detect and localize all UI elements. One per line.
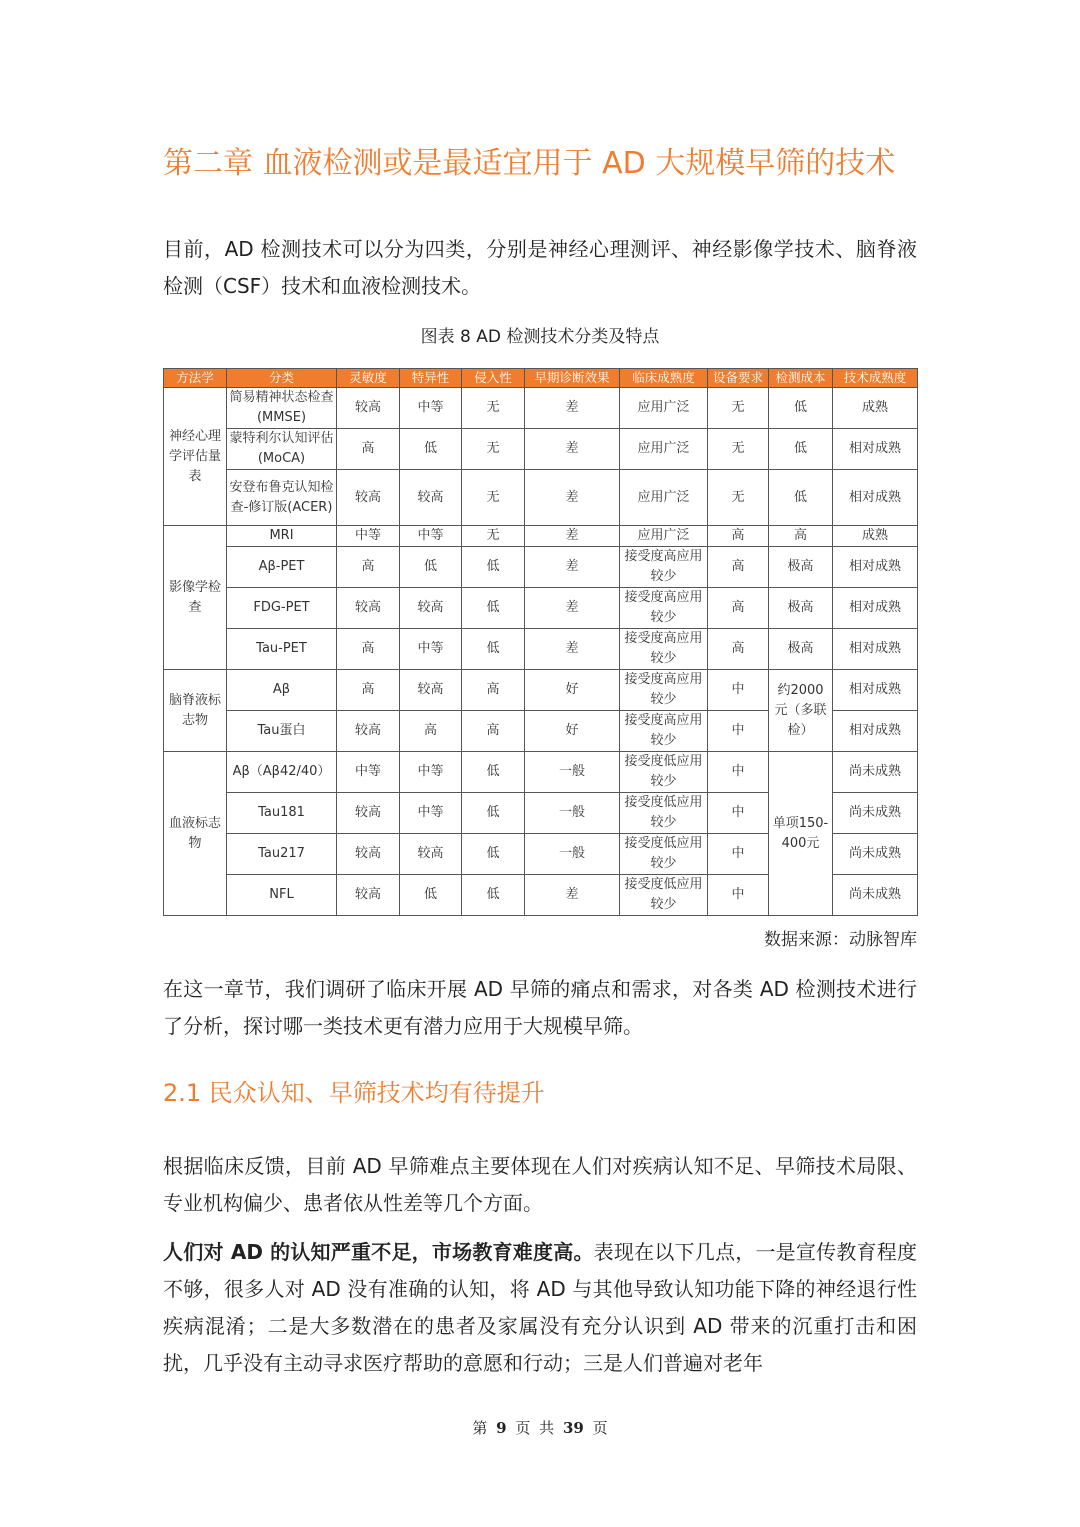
invasiveness-cell: 低 xyxy=(462,752,525,793)
invasiveness-cell: 低 xyxy=(462,588,525,629)
early-diagnosis-cell: 差 xyxy=(525,547,620,588)
sensitivity-cell: 高 xyxy=(337,429,400,470)
equipment-cell: 中 xyxy=(708,670,769,711)
tech-maturity-cell: 相对成熟 xyxy=(833,470,918,526)
awareness-body: 表现在以下几点，一是宣传教育程度不够，很多人对 AD 没有准确的认知，将 AD 与其他导致认知功能下降的神经退行性疾病混淆；二是大多数潜在的患者及家属没有充分认识到 AD 带来的沉重打击和困扰，几乎没有主动寻求医疗帮助的意愿和行动；三是人们普遍对老年 xyxy=(163,1240,917,1375)
early-diagnosis-cell: 差 xyxy=(525,429,620,470)
header-cell: 灵敏度 xyxy=(337,369,400,388)
clinical-maturity-cell: 应用广泛 xyxy=(620,429,708,470)
header-cell: 分类 xyxy=(227,369,337,388)
header-cell: 侵入性 xyxy=(462,369,525,388)
cost-cell: 约2000元（多联检） xyxy=(769,670,833,752)
method-cell: 影像学检查 xyxy=(164,526,227,670)
invasiveness-cell: 高 xyxy=(462,670,525,711)
clinical-maturity-cell: 应用广泛 xyxy=(620,388,708,429)
early-diagnosis-cell: 好 xyxy=(525,670,620,711)
equipment-cell: 无 xyxy=(708,470,769,526)
chapter-intro-paragraph: 在这一章节，我们调研了临床开展 AD 早筛的痛点和需求，对各类 AD 检测技术进行了分析，探讨哪一类技术更有潜力应用于大规模早筛。 xyxy=(163,977,917,1038)
sensitivity-cell: 高 xyxy=(337,547,400,588)
clinical-maturity-cell: 接受度高应用较少 xyxy=(620,711,708,752)
footer-text: 页 xyxy=(515,1419,531,1437)
table-row xyxy=(164,670,918,711)
clinical-maturity-cell: 接受度高应用较少 xyxy=(620,629,708,670)
invasiveness-cell: 无 xyxy=(462,470,525,526)
total-pages: 39 xyxy=(562,1419,584,1437)
header-cell: 技术成熟度 xyxy=(833,369,918,388)
equipment-cell: 高 xyxy=(708,588,769,629)
specificity-cell: 中等 xyxy=(400,752,462,793)
specificity-cell: 高 xyxy=(400,711,462,752)
category-cell: 蒙特利尔认知评估(MoCA) xyxy=(227,429,337,470)
category-cell: Tau217 xyxy=(227,834,337,875)
specificity-cell: 低 xyxy=(400,547,462,588)
cost-cell: 极高 xyxy=(769,588,833,629)
sensitivity-cell: 中等 xyxy=(337,526,400,547)
early-diagnosis-cell: 差 xyxy=(525,526,620,547)
specificity-cell: 较高 xyxy=(400,588,462,629)
sensitivity-cell: 较高 xyxy=(337,588,400,629)
tech-maturity-cell: 相对成熟 xyxy=(833,670,918,711)
detection-tech-table xyxy=(163,368,918,916)
clinical-maturity-cell: 接受度低应用较少 xyxy=(620,793,708,834)
equipment-cell: 高 xyxy=(708,526,769,547)
equipment-cell: 中 xyxy=(708,875,769,916)
clinical-maturity-cell: 接受度低应用较少 xyxy=(620,752,708,793)
cost-cell: 极高 xyxy=(769,547,833,588)
method-cell: 血液标志物 xyxy=(164,752,227,916)
clinical-maturity-cell: 接受度低应用较少 xyxy=(620,834,708,875)
cost-cell: 低 xyxy=(769,429,833,470)
specificity-cell: 中等 xyxy=(400,629,462,670)
header-cell: 早期诊断效果 xyxy=(525,369,620,388)
sensitivity-cell: 中等 xyxy=(337,752,400,793)
equipment-cell: 无 xyxy=(708,388,769,429)
sensitivity-cell: 较高 xyxy=(337,388,400,429)
tech-maturity-cell: 尚未成熟 xyxy=(833,793,918,834)
equipment-cell: 中 xyxy=(708,834,769,875)
cost-cell: 低 xyxy=(769,388,833,429)
footer-text: 页 xyxy=(592,1419,608,1437)
table-header-row xyxy=(164,369,918,388)
specificity-cell: 低 xyxy=(400,429,462,470)
tech-maturity-cell: 尚未成熟 xyxy=(833,752,918,793)
intro-paragraph: 目前，AD 检测技术可以分为四类，分别是神经心理测评、神经影像学技术、脑脊液检测（CSF）技术和血液检测技术。 xyxy=(163,237,917,298)
invasiveness-cell: 低 xyxy=(462,875,525,916)
specificity-cell: 中等 xyxy=(400,526,462,547)
table-row xyxy=(164,588,918,629)
early-diagnosis-cell: 一般 xyxy=(525,752,620,793)
tech-maturity-cell: 相对成熟 xyxy=(833,629,918,670)
tech-maturity-cell: 相对成熟 xyxy=(833,547,918,588)
page-number: 9 xyxy=(496,1419,507,1437)
early-diagnosis-cell: 一般 xyxy=(525,834,620,875)
table-row xyxy=(164,388,918,429)
method-cell: 脑脊液标志物 xyxy=(164,670,227,752)
specificity-cell: 较高 xyxy=(400,470,462,526)
category-cell: NFL xyxy=(227,875,337,916)
invasiveness-cell: 低 xyxy=(462,547,525,588)
tech-maturity-cell: 尚未成熟 xyxy=(833,834,918,875)
tech-maturity-cell: 成熟 xyxy=(833,526,918,547)
category-cell: Tau181 xyxy=(227,793,337,834)
header-cell: 方法学 xyxy=(164,369,227,388)
early-diagnosis-cell: 好 xyxy=(525,711,620,752)
cost-cell: 高 xyxy=(769,526,833,547)
equipment-cell: 高 xyxy=(708,547,769,588)
category-cell: FDG-PET xyxy=(227,588,337,629)
equipment-cell: 高 xyxy=(708,629,769,670)
clinical-feedback-paragraph: 根据临床反馈，目前 AD 早筛难点主要体现在人们对疾病认知不足、早筛技术局限、专业机构偏少、患者依从性差等几个方面。 xyxy=(163,1154,917,1215)
section-title: 2.1 民众认知、早筛技术均有待提升 xyxy=(163,1079,545,1107)
specificity-cell: 低 xyxy=(400,875,462,916)
specificity-cell: 较高 xyxy=(400,670,462,711)
cost-cell: 极高 xyxy=(769,629,833,670)
early-diagnosis-cell: 差 xyxy=(525,388,620,429)
sensitivity-cell: 高 xyxy=(337,670,400,711)
awareness-lead: 人们对 AD 的认知严重不足，市场教育难度高。 xyxy=(163,1240,594,1264)
tech-maturity-cell: 相对成熟 xyxy=(833,711,918,752)
early-diagnosis-cell: 差 xyxy=(525,629,620,670)
clinical-maturity-cell: 应用广泛 xyxy=(620,526,708,547)
table-row xyxy=(164,547,918,588)
equipment-cell: 无 xyxy=(708,429,769,470)
early-diagnosis-cell: 差 xyxy=(525,875,620,916)
sensitivity-cell: 较高 xyxy=(337,470,400,526)
category-cell: Aβ（Aβ42/40） xyxy=(227,752,337,793)
early-diagnosis-cell: 差 xyxy=(525,470,620,526)
tech-maturity-cell: 尚未成熟 xyxy=(833,875,918,916)
category-cell: Tau蛋白 xyxy=(227,711,337,752)
invasiveness-cell: 低 xyxy=(462,834,525,875)
early-diagnosis-cell: 一般 xyxy=(525,793,620,834)
footer-text: 第 xyxy=(472,1419,488,1437)
chapter-title: 第二章 血液检测或是最适宜用于 AD 大规模早筛的技术 xyxy=(163,146,896,181)
table-row xyxy=(164,470,918,526)
clinical-maturity-cell: 接受度高应用较少 xyxy=(620,670,708,711)
invasiveness-cell: 无 xyxy=(462,388,525,429)
equipment-cell: 中 xyxy=(708,793,769,834)
category-cell: 安登布鲁克认知检查-修订版(ACER) xyxy=(227,470,337,526)
cost-cell: 低 xyxy=(769,470,833,526)
invasiveness-cell: 低 xyxy=(462,629,525,670)
header-cell: 临床成熟度 xyxy=(620,369,708,388)
tech-maturity-cell: 相对成熟 xyxy=(833,429,918,470)
sensitivity-cell: 较高 xyxy=(337,711,400,752)
tech-maturity-cell: 相对成熟 xyxy=(833,588,918,629)
cost-cell: 单项150-400元 xyxy=(769,752,833,916)
sensitivity-cell: 高 xyxy=(337,629,400,670)
category-cell: Aβ xyxy=(227,670,337,711)
awareness-paragraph xyxy=(163,1234,917,1382)
category-cell: Aβ-PET xyxy=(227,547,337,588)
clinical-maturity-cell: 接受度低应用较少 xyxy=(620,875,708,916)
equipment-cell: 中 xyxy=(708,752,769,793)
method-cell: 神经心理学评估量表 xyxy=(164,388,227,526)
header-cell: 特异性 xyxy=(400,369,462,388)
page-footer xyxy=(0,1416,1080,1440)
header-cell: 检测成本 xyxy=(769,369,833,388)
category-cell: 简易精神状态检查(MMSE) xyxy=(227,388,337,429)
equipment-cell: 中 xyxy=(708,711,769,752)
early-diagnosis-cell: 差 xyxy=(525,588,620,629)
invasiveness-cell: 高 xyxy=(462,711,525,752)
header-cell: 设备要求 xyxy=(708,369,769,388)
specificity-cell: 中等 xyxy=(400,388,462,429)
data-source: 数据来源：动脉智库 xyxy=(764,930,917,950)
table-row xyxy=(164,752,918,793)
clinical-maturity-cell: 应用广泛 xyxy=(620,470,708,526)
category-cell: MRI xyxy=(227,526,337,547)
table-caption: 图表 8 AD 检测技术分类及特点 xyxy=(420,327,660,347)
sensitivity-cell: 较高 xyxy=(337,875,400,916)
sensitivity-cell: 较高 xyxy=(337,793,400,834)
invasiveness-cell: 无 xyxy=(462,526,525,547)
category-cell: Tau-PET xyxy=(227,629,337,670)
clinical-maturity-cell: 接受度高应用较少 xyxy=(620,547,708,588)
invasiveness-cell: 无 xyxy=(462,429,525,470)
table-row xyxy=(164,429,918,470)
specificity-cell: 较高 xyxy=(400,834,462,875)
sensitivity-cell: 较高 xyxy=(337,834,400,875)
clinical-maturity-cell: 接受度高应用较少 xyxy=(620,588,708,629)
tech-maturity-cell: 成熟 xyxy=(833,388,918,429)
table-row xyxy=(164,526,918,547)
table-row xyxy=(164,629,918,670)
invasiveness-cell: 低 xyxy=(462,793,525,834)
specificity-cell: 中等 xyxy=(400,793,462,834)
footer-text: 共 xyxy=(539,1419,555,1437)
